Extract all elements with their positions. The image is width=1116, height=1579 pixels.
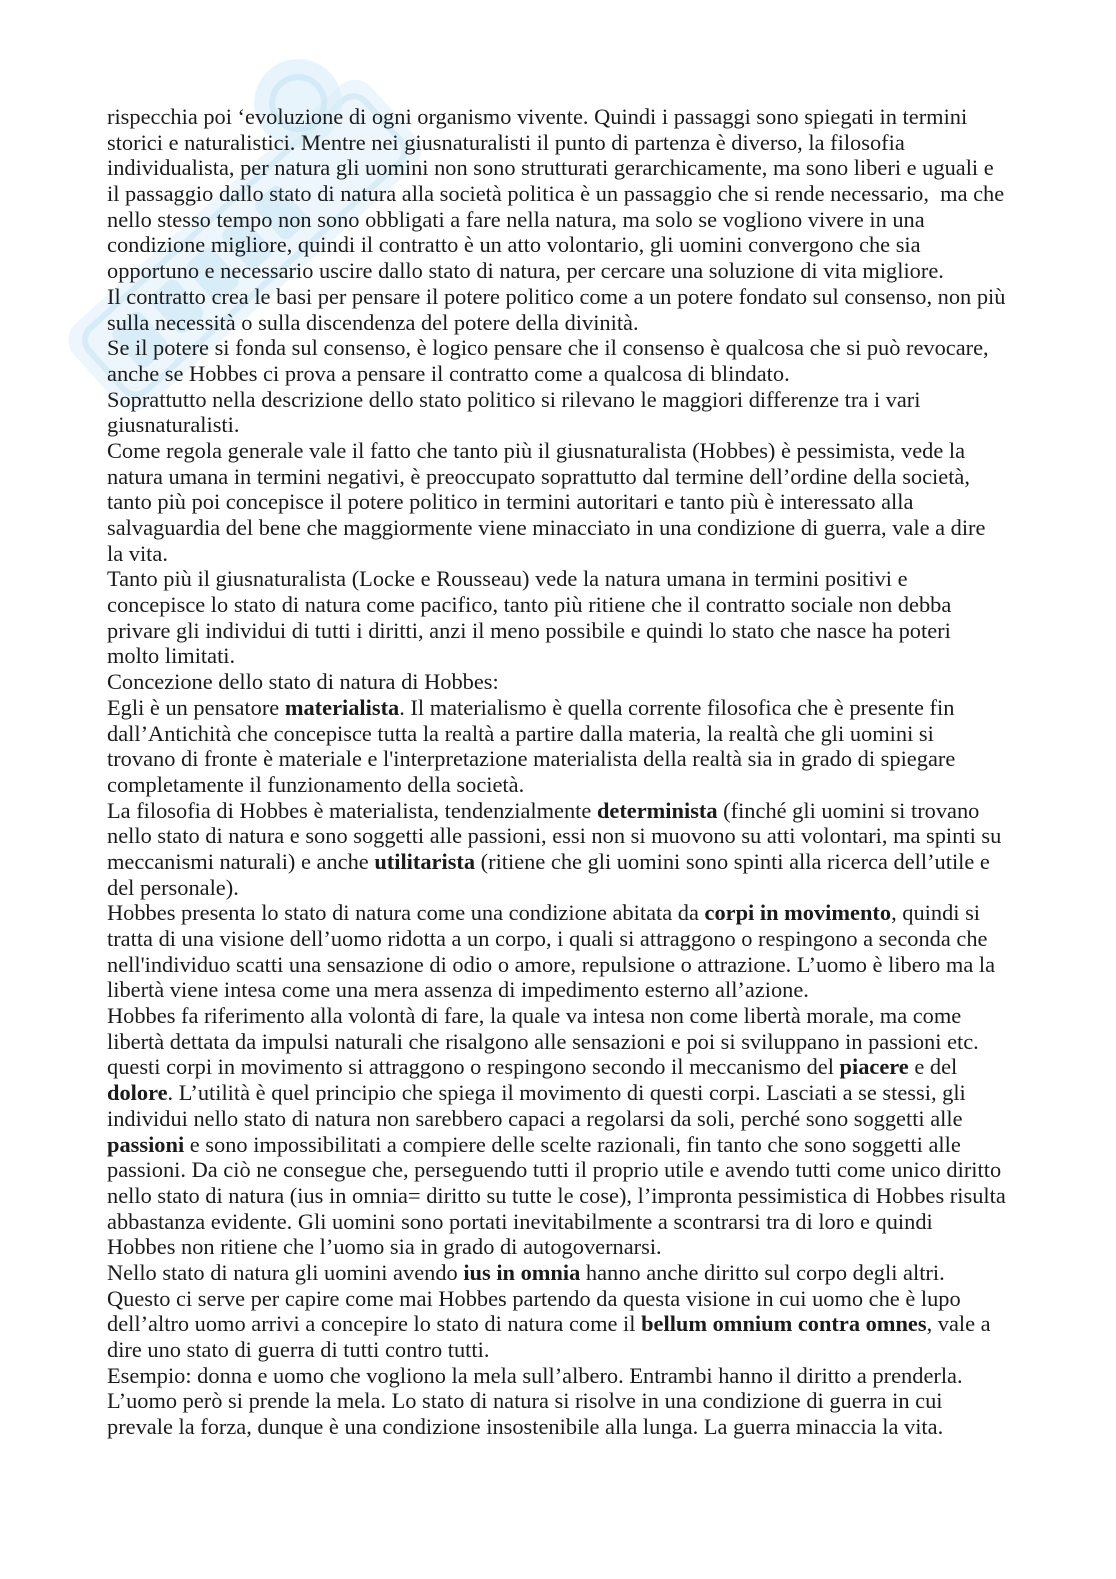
text-line: [107, 387, 1067, 413]
text-line: [107, 669, 1067, 695]
text-line: [107, 1311, 1067, 1337]
text-run: storici e naturalistici. Mentre nei giusnaturalisti il punto di partenza è diverso, la filosofia: [107, 129, 905, 155]
text-run: Hobbes presenta lo stato di natura come una condizione abitata da: [107, 900, 705, 926]
paragraph: [107, 335, 1067, 386]
text-line: [107, 592, 1067, 618]
text-line: [107, 1414, 1067, 1440]
text-run: anche se Hobbes ci prova a pensare il contratto come a qualcosa di blindato.: [107, 360, 790, 386]
text-run: (finché gli uomini si trovano: [717, 797, 980, 823]
text-line: [107, 1388, 1067, 1414]
text-line: [107, 849, 1067, 875]
text-run: completamente il funzionamento della società.: [107, 771, 525, 797]
text-line: [107, 798, 1067, 824]
text-line: [107, 643, 1067, 669]
text-run: Esempio: donna e uomo che vogliono la mela sull’albero. Entrambi hanno il diritto a prenderla.: [107, 1362, 963, 1388]
text-line: [107, 875, 1067, 901]
text-run: Hobbes fa riferimento alla volontà di fare, la quale va intesa non come libertà morale, ma come: [107, 1003, 962, 1029]
bold-term: materialista: [284, 694, 400, 720]
bold-term: passioni: [107, 1131, 185, 1157]
text-run: dire uno stato di guerra di tutti contro tutti.: [107, 1337, 490, 1362]
text-line: [107, 515, 1067, 541]
text-line: [107, 1029, 1067, 1055]
bold-term: ius in omnia: [463, 1259, 581, 1285]
text-run: Soprattutto nella descrizione dello stato politico si rilevano le maggiori differenze tra i vari: [107, 386, 921, 412]
text-run: passioni. Da ciò ne consegue che, perseguendo tutti il proprio utile e avendo tutti come unico diritto: [107, 1157, 1002, 1183]
text-line: [107, 746, 1067, 772]
text-run: sulla necessità o sulla discendenza del potere della divinità.: [107, 309, 639, 335]
text-line: [107, 130, 1067, 156]
text-run: meccanismi naturali) e anche: [107, 848, 375, 874]
text-line: [107, 284, 1067, 310]
text-run: la vita.: [107, 540, 168, 566]
text-run: del personale).: [107, 874, 239, 900]
text-line: [107, 489, 1067, 515]
text-run: giusnaturalisti.: [107, 412, 240, 438]
text-line: [107, 104, 1067, 130]
text-run: concepisce lo stato di natura come pacifico, tanto più ritiene che il contratto sociale non debba: [107, 592, 952, 618]
text-run: libertà dettata da impulsi naturali che risalgono alle sensazioni e poi si sviluppano in passioni etc.: [107, 1028, 979, 1054]
paragraph: [107, 669, 1067, 695]
bold-term: piacere: [839, 1054, 909, 1080]
text-line: [107, 695, 1067, 721]
paragraph: [107, 798, 1067, 901]
text-run: Il contratto crea le basi per pensare il potere politico come a un potere fondato sul consenso, non più: [107, 283, 1006, 309]
text-run: Egli è un pensatore: [107, 694, 285, 720]
text-line: [107, 1286, 1067, 1312]
text-line: [107, 361, 1067, 387]
text-line: [107, 412, 1067, 438]
text-run: dall’Antichità che concepisce tutta la realtà a partire dalla materia, la realtà che gli uomini si: [107, 720, 934, 746]
text-run: natura umana in termini negativi, è preoccupato soprattutto dal termine dell’ordine della società,: [107, 463, 970, 489]
bold-term: corpi in movimento: [704, 900, 892, 926]
text-run: Se il potere si fonda sul consenso, è logico pensare che il consenso è qualcosa che si può revocare,: [107, 335, 989, 361]
paragraph: [107, 695, 1067, 798]
text-line: [107, 335, 1067, 361]
paragraph: [107, 104, 1067, 284]
text-line: [107, 1363, 1067, 1389]
text-run: questi corpi in movimento si attraggono o respingono secondo il meccanismo del: [107, 1054, 840, 1080]
text-run: La filosofia di Hobbes è materialista, tendenzialmente: [107, 797, 597, 823]
text-line: [107, 1157, 1067, 1183]
text-run: dell’altro uomo arrivi a concepire lo stato di natura come il: [107, 1311, 642, 1337]
text-line: [107, 1080, 1067, 1106]
text-line: [107, 1003, 1067, 1029]
text-run: nello stato di natura (ius in omnia= diritto su tutte le cose), l’impronta pessimistica di Hobbes risulta: [107, 1182, 1006, 1208]
text-line: [107, 438, 1067, 464]
text-run: Tanto più il giusnaturalista (Locke e Rousseau) vede la natura umana in termini positivi e: [107, 566, 908, 592]
text-run: nello stato di natura e sono soggetti alle passioni, essi non si muovono su atti volontari, ma spinti su: [107, 823, 1002, 849]
text-run: libertà viene intesa come una mera assenza di impedimento esterno all’azione.: [107, 977, 809, 1003]
document-body: [107, 104, 1067, 1440]
text-run: prevale la forza, dunque è una condizione insostenibile alla lunga. La guerra minaccia la vita.: [107, 1414, 944, 1440]
text-run: rispecchia poi ‘evoluzione di ogni organismo vivente. Quindi i passaggi sono spiegati in termini: [107, 104, 968, 129]
text-run: Concezione dello stato di natura di Hobbes:: [107, 669, 499, 695]
bold-term: determinista: [596, 797, 718, 823]
text-run: nello stesso tempo non sono obbligati a fare nella natura, ma solo se vogliono vivere in una: [107, 206, 925, 232]
text-line: [107, 823, 1067, 849]
paragraph: [107, 387, 1067, 438]
text-run: salvaguardia del bene che maggiormente viene minacciato in una condizione di guerra, vale a dire: [107, 515, 986, 540]
text-line: [107, 464, 1067, 490]
text-run: , vale a: [926, 1311, 991, 1337]
text-run: molto limitati.: [107, 643, 236, 669]
text-line: [107, 232, 1067, 258]
text-line: [107, 541, 1067, 567]
text-line: [107, 1337, 1067, 1363]
text-line: [107, 977, 1067, 1003]
text-run: individualista, per natura gli uomini non sono strutturati gerarchicamente, ma sono liberi e uguali e: [107, 155, 994, 181]
text-line: [107, 952, 1067, 978]
text-run: tanto più poi concepisce il potere politico in termini autoritari e tanto più è interessato alla: [107, 489, 914, 515]
text-line: [107, 207, 1067, 233]
text-line: [107, 772, 1067, 798]
text-line: [107, 1106, 1067, 1132]
paragraph: [107, 900, 1067, 1003]
paragraph: [107, 284, 1067, 335]
text-line: [107, 900, 1067, 926]
text-run: il passaggio dallo stato di natura alla società politica è un passaggio che si rende necessario, ma che: [107, 181, 1005, 207]
text-line: [107, 1209, 1067, 1235]
text-run: . Il materialismo è quella corrente filosofica che è presente fin: [399, 694, 955, 720]
paragraph: [107, 566, 1067, 669]
text-run: individui nello stato di natura non sarebbero capaci a regolarsi da soli, perché sono soggetti alle: [107, 1105, 963, 1131]
bold-term: utilitarista: [374, 848, 476, 874]
text-line: [107, 258, 1067, 284]
text-line: [107, 1234, 1067, 1260]
text-run: privare gli individui di tutti i diritti, anzi il meno possibile e quindi lo stato che nasce ha poteri: [107, 617, 951, 643]
bold-term: dolore: [107, 1080, 168, 1106]
paragraph: [107, 1003, 1067, 1260]
text-run: (ritiene che gli uomini sono spinti alla ricerca dell’utile e: [475, 848, 990, 874]
paragraph: [107, 1260, 1067, 1363]
text-line: [107, 155, 1067, 181]
text-run: hanno anche diritto sul corpo degli altri.: [580, 1259, 945, 1285]
text-run: L’uomo però si prende la mela. Lo stato di natura si risolve in una condizione di guerra in cui: [107, 1388, 943, 1414]
text-line: [107, 310, 1067, 336]
text-line: [107, 1054, 1067, 1080]
text-line: [107, 566, 1067, 592]
text-run: , quindi si: [891, 900, 981, 926]
text-run: Questo ci serve per capire come mai Hobbes partendo da questa visione in cui uomo che è lupo: [107, 1285, 961, 1311]
text-line: [107, 181, 1067, 207]
text-run: . L’utilità è quel principio che spiega il movimento di questi corpi. Lasciati a se stessi, gli: [167, 1080, 966, 1106]
text-run: e del: [908, 1054, 958, 1080]
text-run: condizione migliore, quindi il contratto è un atto volontario, gli uomini convergono che sia: [107, 232, 921, 258]
text-line: [107, 618, 1067, 644]
text-run: e sono impossibilitati a compiere delle scelte razionali, fin tanto che sono soggetti alle: [184, 1131, 961, 1157]
text-run: nell'individuo scatti una sensazione di odio o amore, repulsione o attrazione. L’uomo è libero ma la: [107, 951, 996, 977]
text-line: [107, 1183, 1067, 1209]
text-run: Come regola generale vale il fatto che tanto più il giusnaturalista (Hobbes) è pessimista, vede la: [107, 437, 966, 463]
text-run: abbastanza evidente. Gli uomini sono portati inevitabilmente a scontrarsi tra di loro e quindi: [107, 1208, 933, 1234]
text-run: tratta di una visione dell’uomo ridotta a un corpo, i quali si attraggono o respingono a seconda che: [107, 926, 988, 951]
paragraph: [107, 438, 1067, 566]
text-run: Nello stato di natura gli uomini avendo: [107, 1259, 464, 1285]
bold-term: bellum omnium contra omnes: [641, 1311, 927, 1337]
text-run: opportuno e necessario uscire dallo stato di natura, per cercare una soluzione di vita migliore.: [107, 258, 944, 284]
text-line: [107, 721, 1067, 747]
text-line: [107, 926, 1067, 952]
text-run: Hobbes non ritiene che l’uomo sia in grado di autogovernarsi.: [107, 1234, 662, 1260]
text-line: [107, 1132, 1067, 1158]
text-line: [107, 1260, 1067, 1286]
text-run: trovano di fronte è materiale e l'interpretazione materialista della realtà sia in grado di spiegare: [107, 746, 956, 772]
paragraph: [107, 1363, 1067, 1440]
